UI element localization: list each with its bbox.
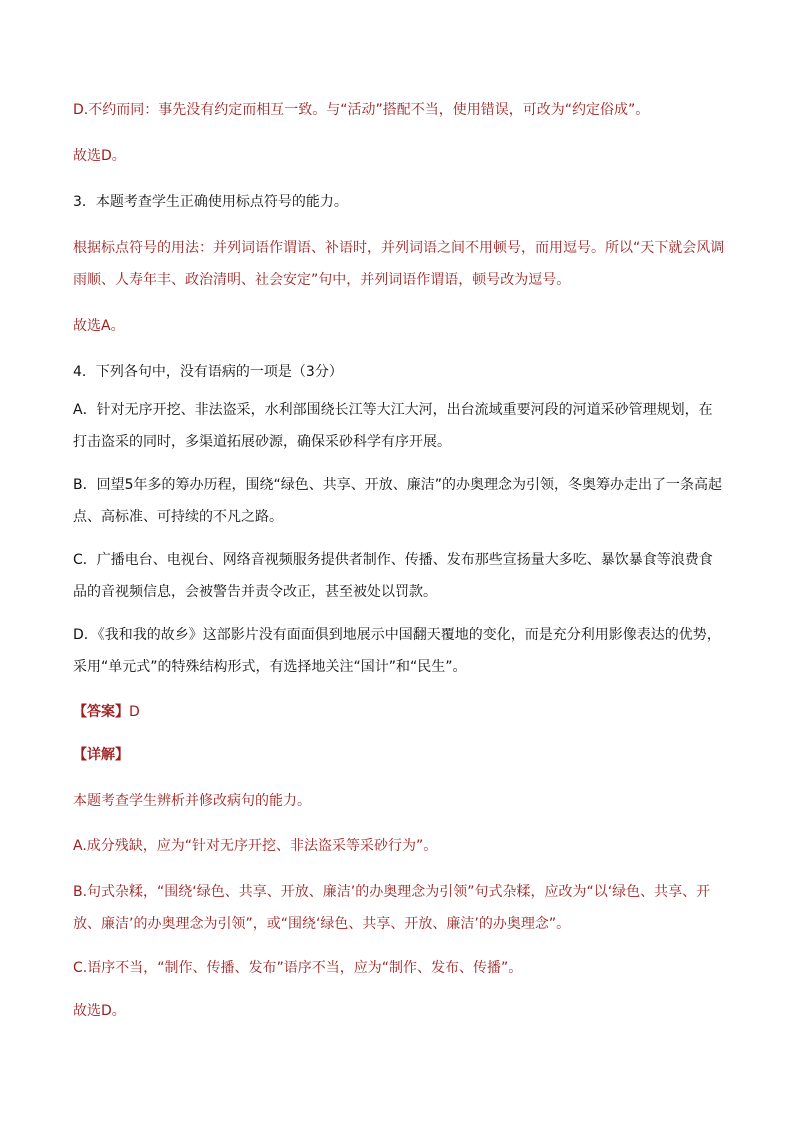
answer-line-1: 故选D。 [73,148,126,164]
detail-option-b: B.句式杂糅，“围绕‘绿色、共享、开放、廉洁’的办奥理念为引领”句式杂糅，应改为“以‘绿色、共享、开放、廉洁’的办奥理念为引领”，或“围绕‘绿色、共享、开放、廉洁’的办奥理念”。 [73,884,711,932]
detail-intro: 本题考查学生辨析并修改病句的能力。 [73,793,311,809]
detail-tag: 【详解】 [73,747,129,763]
question-4-option-a: A．针对无序开挖、非法盗采，水利部围绕长江等大江大河，出台流域重要河段的河道采砂管理规划，在打击盗采的同时，多渠道拓展砂源，确保采砂科学有序开展。 [73,402,713,450]
detail-option-c: C.语序不当，“制作、传播、发布”语序不当，应为“制作、发布、传播”。 [73,960,523,976]
punctuation-explanation: 根据标点符号的用法：并列词语作谓语、补语时，并列词语之间不用顿号，而用逗号。所以“天下就会风调雨顺、人寿年丰、政治清明、社会安定”句中，并列词语作谓语，顿号改为逗号。 [73,240,725,288]
answer-section [73,696,725,728]
answer-tag: 【答案】 [73,704,129,720]
answer-line-2: 故选A。 [73,318,125,334]
answer-value: D [129,704,140,720]
detail-option-a: A.成分残缺，应为“针对无序开挖、非法盗采等采砂行为”。 [73,838,438,854]
question-4-option-d: D．《我和我的故乡》这部影片没有面面俱到地展示中国翻天覆地的变化，而是充分利用影像表达的优势，采用“单元式”的特殊结构形式，有选择地关注“国计”和“民生”。 [73,627,721,675]
question-4-option-c: C．广播电台、电视台、网络音视频服务提供者制作、传播、发布那些宣扬量大多吃、暴饮暴食等浪费食品的音视频信息，会被警告并责令改正，甚至被处以罚款。 [73,552,713,600]
question-4-option-b: B．回望5年多的筹办历程，围绕“绿色、共享、开放、廉洁”的办奥理念为引领，冬奥筹办走出了一条高起点、高标准、可持续的不凡之路。 [73,477,723,525]
explanation-option-d: D.不约而同：事先没有约定而相互一致。与“活动”搭配不当，使用错误，可改为“约定俗成”。 [73,102,650,118]
question-4-stem: 4．下列各句中，没有语病的一项是（3分） [73,364,343,380]
question-3-explanation-heading: 3．本题考查学生正确使用标点符号的能力。 [73,194,348,210]
final-answer: 故选D。 [73,1003,126,1019]
